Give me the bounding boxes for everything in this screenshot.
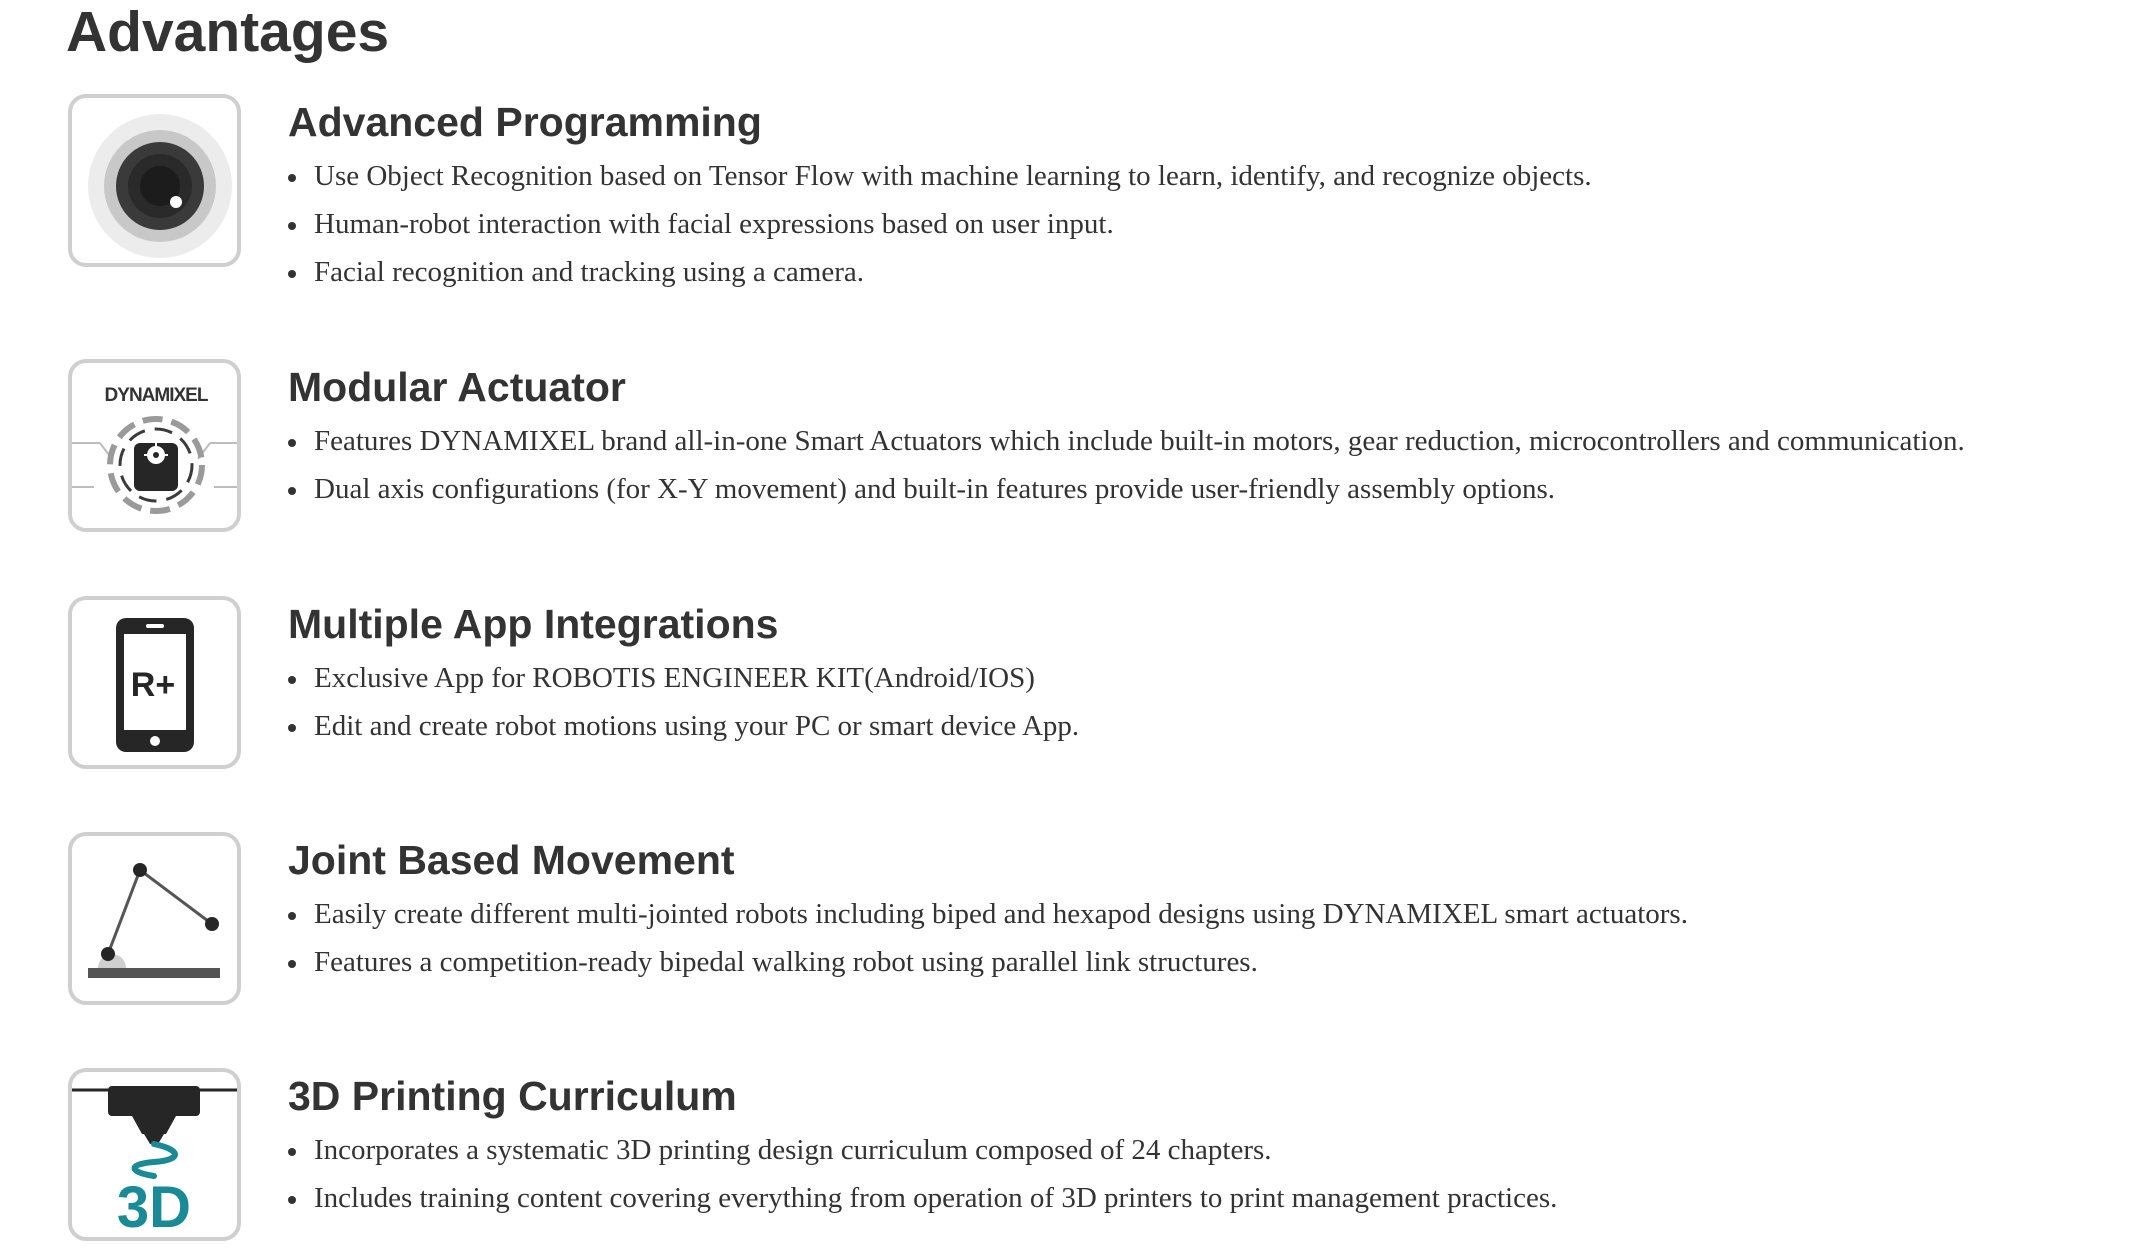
app-logo-text: R+	[130, 666, 176, 704]
page-title: Advantages	[66, 0, 390, 64]
3d-logo-text: 3D	[116, 1175, 192, 1237]
bullet-item: Features DYNAMIXEL brand all-in-one Smart Actuators which include built-in motors, gear reduction, microcontrollers and communication.	[288, 417, 1965, 465]
feature-title: Modular Actuator	[288, 364, 626, 410]
joint-arm-icon	[72, 836, 237, 1001]
dynamixel-actuator-icon	[72, 363, 237, 528]
feature-bullet-list	[288, 417, 1965, 513]
bullet-item: Incorporates a systematic 3D printing design curriculum composed of 24 chapters.	[288, 1126, 1557, 1174]
feature-bullet-list	[288, 890, 1688, 986]
3d-printer-icon	[72, 1072, 237, 1237]
smartphone-app-icon	[72, 600, 237, 765]
feature-icon-frame	[68, 596, 241, 769]
feature-bullet-list	[288, 654, 1079, 750]
feature-title: 3D Printing Curriculum	[288, 1073, 737, 1119]
dynamixel-logo-text: DYNAMIXEL	[104, 385, 208, 406]
camera-icon	[72, 98, 237, 263]
bullet-item: Facial recognition and tracking using a camera.	[288, 248, 1592, 296]
bullet-item: Includes training content covering everything from operation of 3D printers to print management practices.	[288, 1174, 1557, 1222]
bullet-item: Exclusive App for ROBOTIS ENGINEER KIT(Android/IOS)	[288, 654, 1079, 702]
feature-bullet-list	[288, 1126, 1557, 1222]
bullet-item: Edit and create robot motions using your PC or smart device App.	[288, 702, 1079, 750]
feature-icon-frame	[68, 94, 241, 267]
bullet-item: Features a competition-ready bipedal walking robot using parallel link structures.	[288, 938, 1688, 986]
feature-icon-frame	[68, 832, 241, 1005]
bullet-item: Easily create different multi-jointed robots including biped and hexapod designs using DYNAMIXEL smart actuators.	[288, 890, 1688, 938]
feature-title: Joint Based Movement	[288, 837, 735, 883]
feature-bullet-list	[288, 152, 1592, 296]
feature-title: Multiple App Integrations	[288, 601, 779, 647]
feature-title: Advanced Programming	[288, 99, 762, 145]
bullet-item: Dual axis configurations (for X-Y movement) and built-in features provide user-friendly assembly options.	[288, 465, 1965, 513]
feature-icon-frame	[68, 1068, 241, 1241]
bullet-item: Human-robot interaction with facial expressions based on user input.	[288, 200, 1592, 248]
feature-icon-frame	[68, 359, 241, 532]
bullet-item: Use Object Recognition based on Tensor Flow with machine learning to learn, identify, and recognize objects.	[288, 152, 1592, 200]
